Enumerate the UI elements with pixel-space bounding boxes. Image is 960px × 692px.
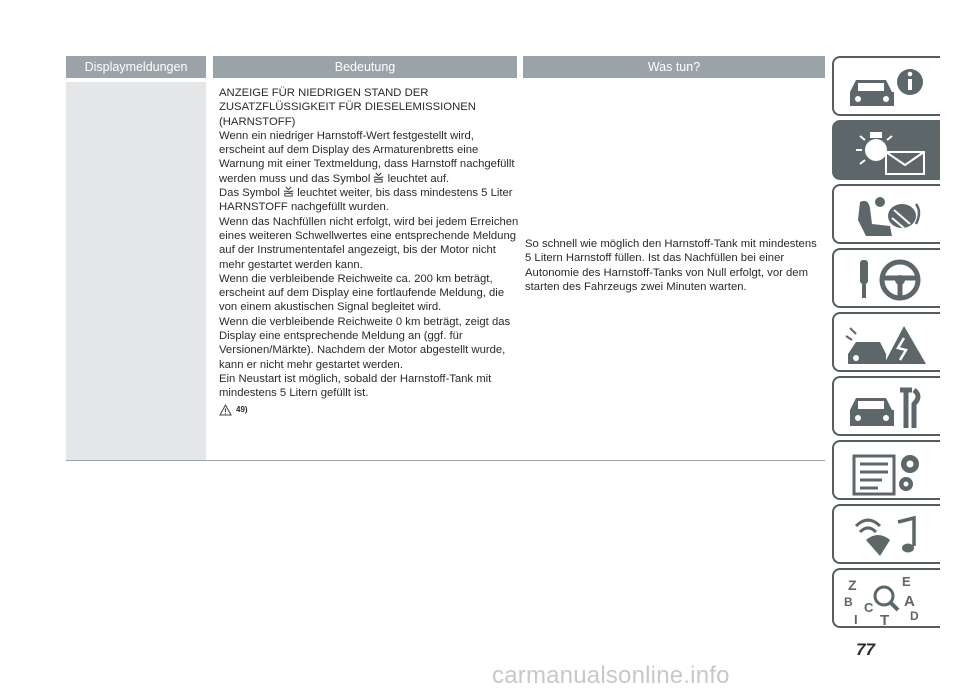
action-cell: So schnell wie möglich den Harnstoff-Tank mit mindestens 5 Litern Harnstoff füllen. Ist das Nachfüllen bei einer Autonomie des Harnstoff-Tanks von Null erfolgt, vor dem starten des Fahrzeugs zwei Minuten warten. — [525, 238, 817, 293]
warning-ref-number: 49) — [236, 404, 248, 414]
index-letter: C — [864, 600, 874, 615]
index-letter: D — [910, 609, 919, 623]
warning-reference — [219, 403, 519, 417]
tab-index[interactable] — [832, 568, 940, 628]
meaning-cell — [219, 86, 519, 417]
tab-maintenance[interactable] — [832, 376, 940, 436]
meaning-paragraph — [219, 129, 519, 186]
tab-starting-driving[interactable] — [832, 248, 940, 308]
index-letter: A — [904, 593, 915, 610]
title-line: (HARNSTOFF) — [219, 115, 296, 128]
tab-car-info[interactable] — [832, 56, 940, 116]
table-bottom-rule — [66, 460, 825, 461]
meaning-paragraph — [219, 186, 519, 215]
emergency-hazard-icon — [842, 318, 932, 370]
header-was-tun: Was tun? — [523, 56, 825, 78]
display-message-cell — [66, 82, 206, 460]
paragraph-text: Das Symbol — [219, 187, 280, 200]
meaning-paragraph: Ein Neustart ist möglich, sobald der Harnstoff-Tank mit mindestens 5 Litern gefüllt ist. — [219, 372, 492, 400]
title-line: ZUSATZFLÜSSIGKEIT FÜR DIESELEMISSIONEN — [219, 101, 476, 114]
car-maintenance-icon — [842, 382, 932, 434]
meaning-title — [219, 86, 519, 129]
index-letter: Z — [848, 577, 857, 593]
urea-level-icon — [373, 172, 384, 183]
index-letter: I — [854, 612, 858, 626]
index-letter: T — [880, 612, 890, 626]
header-displaymeldungen: Displaymeldungen — [66, 56, 206, 78]
multimedia-icon — [842, 510, 932, 562]
urea-level-icon — [283, 186, 294, 197]
watermark: carmanualsonline.info — [492, 662, 730, 689]
specifications-gear-icon — [842, 446, 932, 498]
key-steering-wheel-icon — [842, 254, 932, 306]
seat-airbag-safety-icon — [842, 190, 932, 242]
header-bedeutung: Bedeutung — [213, 56, 517, 78]
paragraph-text: leuchtet weiter, bis dass mindestens 5 Liter HARNSTOFF nachgefüllt wurden. — [219, 187, 513, 214]
tab-safety[interactable] — [832, 184, 940, 244]
title-line: ANZEIGE FÜR NIEDRIGEN STAND DER — [219, 87, 429, 99]
tab-specifications[interactable] — [832, 440, 940, 500]
page-number: 77 — [856, 640, 875, 659]
meaning-paragraph: Wenn die verbleibende Reichweite ca. 200 km beträgt, erscheint auf dem Display eine fortlaufende Meldung, die von einem akustischen Signal begleitet wird. — [219, 272, 505, 314]
alphabetical-index-icon — [842, 574, 932, 626]
meaning-paragraph: Wenn die verbleibende Reichweite 0 km beträgt, zeigt das Display eine entsprechende Meldung an (ggf. für Versionen/Märkte). Nachdem der Motor abgestellt wurde, kann er nicht mehr gestartet werden. — [219, 315, 511, 371]
tab-emergency[interactable] — [832, 312, 940, 372]
warning-triangle-icon — [219, 404, 232, 416]
paragraph-text: Wenn ein niedriger Harnstoff-Wert festgestellt wird, erscheint auf dem Display des Armaturenbretts eine Warnung mit einer Textmeldung, dass Harnstoff nachgefüllt werden muss und das Symbol — [219, 129, 515, 185]
warning-lights-message-icon — [842, 126, 932, 178]
tab-multimedia[interactable] — [832, 504, 940, 564]
paragraph-text: leuchtet auf. — [387, 172, 450, 185]
car-info-icon — [842, 62, 932, 114]
index-letter: E — [902, 574, 911, 589]
index-letter: B — [844, 595, 853, 609]
tab-warning-lights[interactable] — [832, 120, 940, 180]
meaning-paragraph: Wenn das Nachfüllen nicht erfolgt, wird bei jedem Erreichen eines weiteren Schwellwertes eine entsprechende Meldung auf der Instrumententafel angezeigt, bis der Motor nicht mehr gestartet werden kann. — [219, 215, 519, 271]
